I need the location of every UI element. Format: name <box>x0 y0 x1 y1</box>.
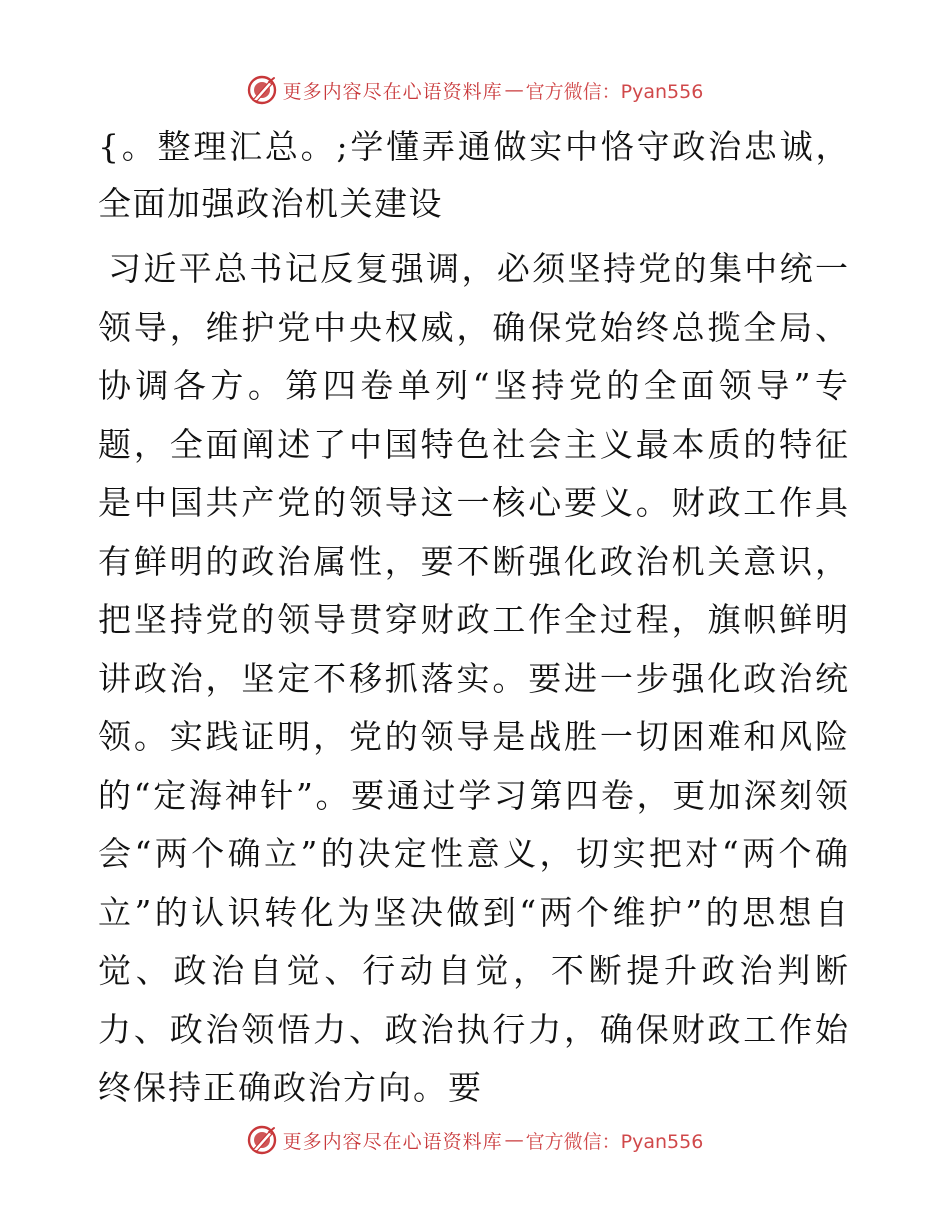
banner-separator: — <box>504 79 524 101</box>
document-body <box>98 118 850 1118</box>
quill-seal-icon <box>247 75 277 105</box>
section-heading: {。整理汇总。;学懂弄通做实中恪守政治忠诚，全面加强政治机关建设 <box>98 127 850 223</box>
banner-contact: 官方微信：Pyan556 <box>525 1130 704 1153</box>
banner-label: 更多内容尽在心语资料库 <box>282 80 503 103</box>
quill-seal-icon <box>247 1125 277 1155</box>
body-paragraph: 习近平总书记反复强调，必须坚持党的集中统一领导，维护党中央权威，确保党始终总揽全局、协调各方。第四卷单列“坚持党的全面领导”专题，全面阐述了中国特色社会主义最本质的特征是中国共产党的领导这一核心要义。财政工作具有鲜明的政治属性，要不断强化政治机关意识，把坚持党的领导贯穿财政工作全过程，旗帜鲜明讲政治，坚定不移抓落实。要进一步强化政治统领。实践证明，党的领导是战胜一切困难和风险的“定海神针”。要通过学习第四卷，更加深刻领会“两个确立”的决定性意义，切实把对“两个确立”的认识转化为坚决做到“两个维护”的思想自觉、政治自觉、行动自觉，不断提升政治判断力、政治领悟力、政治执行力，确保财政工作始终保持正确政治方向。要 <box>98 249 850 1107</box>
header-watermark-banner <box>0 70 950 110</box>
banner-separator: — <box>504 1129 524 1151</box>
footer-watermark-banner <box>0 1120 950 1160</box>
banner-contact: 官方微信：Pyan556 <box>525 80 704 103</box>
banner-label: 更多内容尽在心语资料库 <box>282 1130 503 1153</box>
